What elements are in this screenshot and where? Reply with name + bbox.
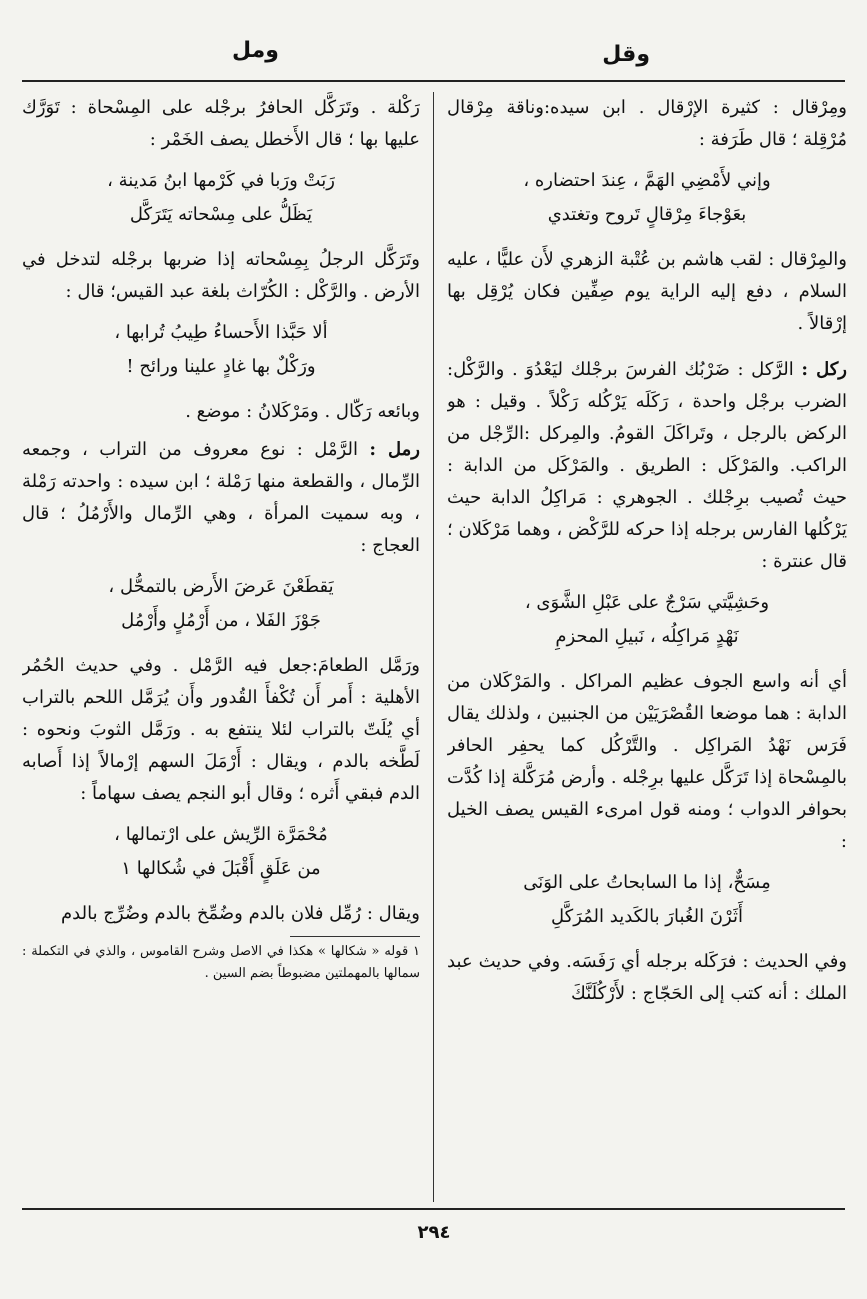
verse-line: ورَكْلٌ بها غادٍ علينا ورائح ! xyxy=(126,356,316,377)
right-entry-rakl xyxy=(447,354,847,578)
verse-line: من عَلَقٍ أَقْبَلَ في شُكالها ١ xyxy=(121,858,321,879)
verse-line: وإني لأَمْضِي الهَمَّ ، عِندَ احتضاره ، xyxy=(523,170,771,191)
footer-rule xyxy=(22,1208,845,1210)
left-paragraph-3: وبائعه رَكّال . ومَرْكَلانُ : موضع . xyxy=(185,401,420,422)
left-verse-2 xyxy=(22,316,420,384)
left-verse-4 xyxy=(22,818,420,886)
page-header xyxy=(22,36,845,72)
verse-line: يَظَلُّ على مِسْحاته يَتَرَكَّل xyxy=(129,204,313,225)
verse-line: ألا حَبَّذا الأَحساءُ طِيبُ تُرابها ، xyxy=(114,322,328,343)
verse-line: مُحْمَرَّة الرِّيش على ارْتمالها ، xyxy=(114,824,328,845)
left-paragraph-5: ورَمَّل الطعامَ:جعل فيه الرَّمْل . وفي حديث الحُمُر الأهلية : أَمر أَن تُكْفأَ القُدور وأَن يُرَمَّل اللحم بالتراب أي يُلَتّ بالتراب لئلا ينتفع به . ورَمَّل الثوبَ ونحوه : لَطَّخه بالدم ، ويقال : أَرْمَلَ السهم إرْمالاً إذا أَصابه الدم فبقي أَثره ؛ وقال أبو النجم يصف سهاماً : xyxy=(22,655,420,804)
right-paragraph-4: أي أنه واسع الجوف عظيم المراكل . والمَرْكَلان من الدابة : هما موضعا القُصْرَيَيْن من الجنبين ، ولذلك يقال فَرَس نَهْدُ المَراكِل . والتَّرْكُل كما يحفِر الحافر بالمِسْحاة إذا تَرَكَّل عليها برِجْله . وأرض مُرَكَّلة إذا كُدَّت بحوافر الدواب ؛ ومنه قول امرىء القيس يصف الخيل : xyxy=(447,671,847,852)
right-verse-1 xyxy=(447,164,847,232)
left-verse-3 xyxy=(22,570,420,638)
page-number: ٢٩٤ xyxy=(417,1222,451,1243)
left-column xyxy=(22,92,420,1202)
verse-line: أَثَرْنَ الغُبارَ بالكَديد المُرَكَّلِ xyxy=(551,906,743,927)
right-verse-3 xyxy=(447,866,847,934)
footnote: ١ قوله « شكالها » هكذا في الاصل وشرح القاموس ، والذي في التكملة : سمالها بالمهملتين مضبوطاً بضم السين . xyxy=(22,944,420,981)
left-paragraph-6: ويقال : رُمِّل فلان بالدم وضُمِّخ بالدم وضُرِّج بالدم xyxy=(61,903,420,924)
header-left-title: ومل xyxy=(232,38,279,63)
header-rule xyxy=(22,80,845,82)
entry-head-rakl: ركل : xyxy=(801,359,847,380)
column-divider xyxy=(433,92,434,1202)
left-paragraph-2: وتَرَكَّل الرجلُ بِمِسْحاته إذا ضربها برجْله لتدخل في الأرض . والرَّكْل : الكُرّاث بلغة عبد القيس؛ قال : xyxy=(22,249,420,302)
right-paragraph-2: والمِرْقال : لقب هاشم بن عُتْبة الزهري لأَن عليًّا ، عليه السلام ، دفع إليه الراية يوم صِفِّين فكان يُرْقِل بها إرْقالاً . xyxy=(447,249,847,334)
left-paragraph-4: الرَّمْل : نوع معروف من التراب ، وجمعه الرِّمال ، والقطعة منها رَمْلة ؛ ابن سيده : واحدته رَمْلة ، وبه سميت المرأة ، وهي الرِّمال والأَرْمُلُ ؛ قال العجاج : xyxy=(22,439,420,556)
right-verse-2 xyxy=(447,586,847,654)
verse-line: جَوْزَ الفَلا ، من أَرْمُلٍ وأَرْمُل xyxy=(121,610,321,631)
verse-line: نَهْدٍ مَراكِلُه ، نَبيلِ المحزمِ xyxy=(555,626,739,647)
verse-line: وحَشِيَّتي سَرْجٌ على عَبْلِ الشَّوَى ، xyxy=(524,592,770,613)
verse-line: رَبَتْ ورَبا في كَرْمها ابنُ مَدينة ، xyxy=(107,170,335,191)
verse-line: يَقطَعْنَ عَرضَ الأَرض بالتمحُّل ، xyxy=(108,576,334,597)
right-paragraph-3: الرَّكل : ضَرْبُك الفرسَ برجْلك ليَعْدُوَ . والرَّكْل: الضرب برجْل واحدة ، رَكَلَه يَرْكُله رَكْلاً . وقيل : هو الركض بالرجل ، وتَراكَلَ القومُ. والمِركل :الرِّجْل من الراكب. والمَرْكَل : الطريق . والمَرْكَل من الدابة : حيث تُصيب برِجْلك . الجوهري : مَراكِلُ الدابة حيث يَرْكُلها الفارس برجله إذا حركه للرَّكْض ، وهما مَرْكَلان ؛ قال عنترة : xyxy=(447,359,847,572)
footnote-rule xyxy=(290,936,420,937)
right-paragraph-1: ومِرْقال : كثيرة الإرْقال . ابن سيده:وناقة مِرْقال مُرْقِلة ؛ قال طَرَفة : xyxy=(447,97,847,150)
left-verse-1 xyxy=(22,164,420,232)
verse-line: مِسَحٌّ، إذا ما السابحاتُ على الوَنَى xyxy=(523,872,771,893)
left-paragraph-1: رَكْلة . وتَرَكَّل الحافرُ برجْله على المِسْحاة : تَوَرَّك عليها بها ؛ قال الأَخطل يصف الخَمْر : xyxy=(22,97,420,150)
entry-head-raml: رمل : xyxy=(369,439,420,460)
header-right-title: وقل xyxy=(602,42,650,67)
right-paragraph-5: وفي الحديث : فرَكَله برجله أي رَفَسَه. وفي حديث عبد الملك : أنه كتب إلى الحَجّاج : لأَرْكُلَنَّكَ xyxy=(447,951,847,1004)
right-column xyxy=(447,92,847,1202)
verse-line: بعَوْجاءَ مِرْقالٍ تَروح وتغتدي xyxy=(547,204,747,225)
left-entry-raml xyxy=(22,434,420,562)
